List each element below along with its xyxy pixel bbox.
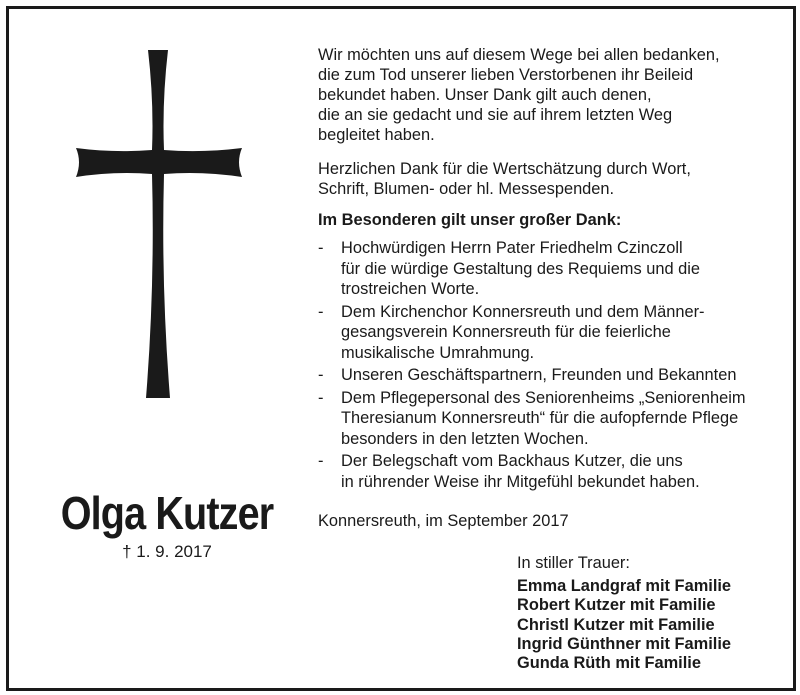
list-bullet: -	[318, 239, 324, 257]
special-thanks-heading: Im Besonderen gilt unser großer Dank:	[318, 211, 622, 229]
list-item-text: Der Belegschaft vom Backhaus Kutzer, die uns in rührender Weise ihr Mitgefühl bekundet haben.	[341, 452, 700, 491]
list-bullet: -	[318, 452, 324, 470]
list-bullet: -	[318, 302, 324, 321]
list-item-text: Dem Pflegepersonal des Seniorenheims „Seniorenheim Theresianum Konnersreuth“ für die aufopfernde Pflege besonders in den letzten Wochen.	[341, 388, 746, 448]
thanks-list	[318, 238, 778, 494]
list-item	[318, 365, 778, 386]
list-bullet: -	[318, 388, 324, 407]
list-item-text: Hochwürdigen Herrn Pater Friedhelm Czinczoll für die würdige Gestaltung des Requiems und die trostreichen Worte.	[341, 239, 700, 298]
list-item	[318, 451, 778, 492]
list-item-text: Dem Kirchenchor Konnersreuth und dem Männer- gesangsverein Konnersreuth für die feierliche musikalische Umrahmung.	[341, 302, 705, 362]
thanks-paragraph: Herzlichen Dank für die Wertschätzung durch Wort, Schrift, Blumen- oder hl. Messespenden.	[318, 160, 691, 198]
signer: Ingrid Günthner mit Familie	[517, 634, 731, 653]
list-item	[318, 388, 778, 450]
list-item	[318, 302, 778, 364]
signer: Emma Landgraf mit Familie	[517, 577, 732, 595]
list-item	[318, 238, 778, 300]
place-date: Konnersreuth, im September 2017	[318, 512, 569, 530]
signer: Christl Kutzer mit Familie	[517, 615, 715, 634]
latin-cross-icon	[74, 50, 244, 398]
signers-list	[517, 577, 731, 673]
deceased-name: Olga Kutzer	[60, 487, 274, 539]
signer: Gunda Rüth mit Familie	[517, 654, 701, 673]
death-date: † 1. 9. 2017	[122, 542, 212, 561]
signer: Robert Kutzer mit Familie	[517, 596, 716, 615]
mourning-label: In stiller Trauer:	[517, 554, 630, 572]
list-bullet: -	[318, 366, 324, 384]
list-item-text: Unseren Geschäftspartnern, Freunden und Bekannten	[341, 366, 737, 384]
intro-paragraph: Wir möchten uns auf diesem Wege bei allen bedanken, die zum Tod unserer lieben Verstorbenen ihr Beileid bekundet haben. Unser Dank gilt auch denen, die an sie gedacht und sie auf ihrem letzten Weg begleitet haben.	[318, 46, 720, 144]
